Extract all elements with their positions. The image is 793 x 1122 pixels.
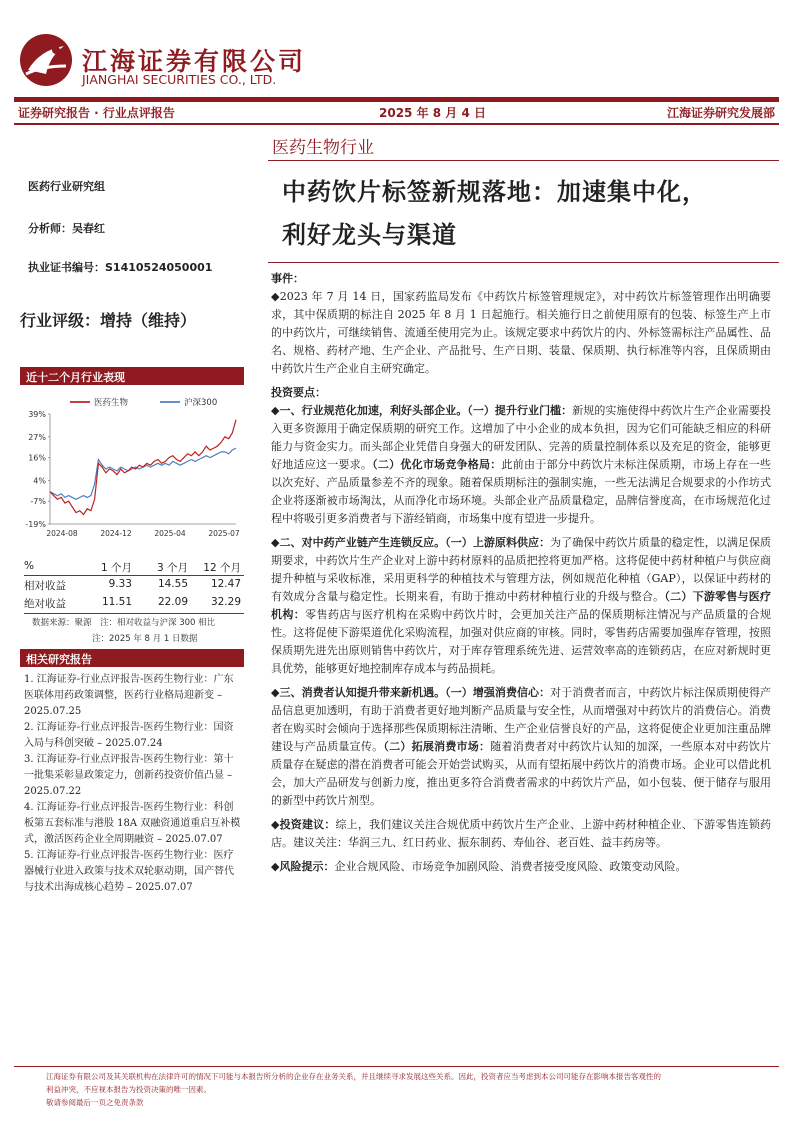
report-type: 证券研究报告 · 行业点评报告 xyxy=(18,106,175,120)
brand-name-cn: 江海证券有限公司 xyxy=(82,47,307,76)
table-header: 1 个月 xyxy=(100,562,132,574)
risk-lead: ◆风险提示： xyxy=(271,860,335,873)
disclaimer-link[interactable]: 敬请参阅最后一页之免责条款 xyxy=(46,1098,144,1107)
department: 江海证券研究发展部 xyxy=(666,106,775,120)
row-label: 相对收益 xyxy=(24,580,66,592)
table-header-row xyxy=(24,558,244,576)
brand-name-en: JIANGHAI SECURITIES CO., LTD. xyxy=(82,72,277,87)
report-link[interactable]: 5. 江海证券-行业点评报告-医药生物行业：医疗器械行业进入政策与技术双轮驱动期，国产替代与技术出海成核心趋势 – 2025.07.07 xyxy=(24,850,234,893)
y-tick-label: -19% xyxy=(25,520,46,529)
title-line: 利好龙头与渠道 xyxy=(282,220,457,249)
header-bar-top xyxy=(14,97,779,102)
disclaimer-line: 利益冲突，不应视本报告为投资决策的唯一因素。 xyxy=(46,1085,211,1094)
point-text: 零售药店与医疗机构在采购中药饮片时，会更加关注产品的保质期标注情况与产品质量的合规性。这将促使下游渠道优化采购流程，加强对供应商的审核。同时，零售药店需要加强库存管理，按照保质期先进先出原则销售中药饮片，对于库存管理系统先进、运营效率高的连锁药店，在应对新规时更具优势，能够更好地控制库存成本与药品损耗。 xyxy=(271,608,772,675)
legend-label: 沪深300 xyxy=(184,398,218,408)
cert-number: 执业证书编号：S1410524050001 xyxy=(28,261,213,274)
table-cell: 32.29 xyxy=(210,596,241,608)
point-sub: （二）拓展消费市场： xyxy=(383,740,491,753)
table-cell: 11.51 xyxy=(101,596,132,608)
point-3 xyxy=(271,684,771,810)
x-tick-label: 2024-08 xyxy=(46,529,78,538)
table-cell: 14.55 xyxy=(157,578,188,590)
point-lead: ◆二、对中药产业链产生连锁反应。（一）上游原料供应： xyxy=(271,536,551,549)
source-note: 数据来源：聚源 注：相对收益与沪深 300 相比 xyxy=(32,618,216,628)
report-body xyxy=(271,270,771,882)
y-tick-label: 27% xyxy=(28,432,46,442)
date-note: 注：2025 年 8 月 1 日数据 xyxy=(92,634,198,644)
point-text: 此前由于部分中药饮片未标注保质期，市场上存在一些以次充好、产品质量参差不齐的现象。随着保质期标注的强制实施，一些无法满足合规要求的小作坊式企业将逐渐被市场淘汰，从而净化市场环境。头部企业产品质量稳定，品牌信誉度高，在市场规范化过程中将吸引更多消费者与下游经销商，市场集中度有望进一步提升。 xyxy=(271,458,772,525)
series-line xyxy=(50,448,236,499)
point-sub: （二）优化市场竞争格局： xyxy=(372,458,502,471)
table-header: 12 个月 xyxy=(203,562,241,574)
jianghai-logo-icon xyxy=(18,32,74,88)
legend-label: 医药生物 xyxy=(94,398,129,408)
event-heading: 事件： xyxy=(271,272,304,285)
industry-label: 医药生物行业 xyxy=(272,138,374,158)
point-lead: ◆三、消费者认知提升带来新机遇。（一）增强消费信心： xyxy=(271,686,551,699)
advice-text: 综上，我们建议关注合规优质中药饮片生产企业、上游中药材种植企业、下游零售连锁药店。建议关注：华润三九、红日药业、振东制药、寿仙谷、老百姓、益丰药房等。 xyxy=(271,818,772,849)
chart-heading: 近十二个月行业表现 xyxy=(20,367,244,385)
header-bar-bottom xyxy=(14,123,779,125)
point-text: 新规的实施使得中药饮片生产企业需要投入更多资源用于确定保质期的研究工作。这增加了中小企业的成本负担，因为它们可能缺乏相应的科研能力与资金实力。而头部企业凭借自身强大的研发团队、完善的质量控制体系以及充足的资金，能够更好地适应这一要求。 xyxy=(271,404,772,471)
row-label: 绝对收益 xyxy=(24,598,66,610)
footer-divider xyxy=(14,1066,779,1067)
point-lead: ◆一、行业规范化加速，利好头部企业。（一）提升行业门槛： xyxy=(271,404,573,417)
reports-heading: 相关研究报告 xyxy=(20,649,244,667)
report-link[interactable]: 2. 江海证券-行业点评报告-医药生物行业：国资入局与科创突破 – 2025.07.24 xyxy=(24,722,234,749)
table-row xyxy=(24,594,244,612)
series-line xyxy=(50,420,236,515)
disclaimer-line: 江海证券有限公司及其关联机构在法律许可的情况下可能与本报告所分析的企业存在业务关系，并且继续寻求发展这些关系。因此，投资者应当考虑到本公司可能存在影响本报告客观性的 xyxy=(46,1072,661,1081)
table-divider xyxy=(24,613,244,614)
table-row xyxy=(24,576,244,594)
table-cell: 12.47 xyxy=(210,578,241,590)
advice-lead: ◆投资建议： xyxy=(271,818,336,831)
point-sub: （二）下游零售与医疗机构： xyxy=(271,590,772,621)
table-header: % xyxy=(24,560,34,572)
points-heading: 投资要点： xyxy=(271,386,326,399)
report-title xyxy=(282,170,779,256)
y-tick-label: 39% xyxy=(28,410,46,419)
report-date: 2025 年 8 月 4 日 xyxy=(379,106,486,120)
risk-text: 企业合规风险、市场竞争加剧风险、消费者接受度风险、政策变动风险。 xyxy=(334,860,687,873)
report-link[interactable]: 3. 江海证券-行业点评报告-医药生物行业：第十一批集采彰显政策定力，创新药投资价值凸显 – 2025.07.22 xyxy=(24,754,234,797)
x-tick-label: 2025-04 xyxy=(154,529,186,538)
report-link[interactable]: 1. 江海证券-行业点评报告-医药生物行业：广东医联体用药政策调整，医药行业格局迎新变 – 2025.07.25 xyxy=(24,674,234,717)
point-1 xyxy=(271,402,771,528)
divider xyxy=(268,160,779,161)
y-tick-label: 16% xyxy=(28,453,46,463)
y-tick-label: 4% xyxy=(33,476,46,486)
x-tick-label: 2025-07 xyxy=(208,529,240,538)
event-paragraph: ◆2023 年 7 月 14 日，国家药监局发布《中药饮片标签管理规定》，对中药饮片标签管理作出明确要求，其中保质期的标注自 2025 年 8 月 1 日起施行。相关施行日之前使用原有的包装、标签生产上市的中药饮片，可继续销售、流通至使用完为止。该规定要求中药饮片的内、外标签需标注产品属性、品名、规格、药材产地、生产企业、产品批号、生产日期、装量、保质期、执行标准等内容，且保质期由中药饮片生产企业自主研究确定。 xyxy=(271,290,771,375)
risk-warning xyxy=(271,858,771,876)
research-group: 医药行业研究组 xyxy=(28,180,105,193)
header-row xyxy=(14,104,779,121)
performance-table xyxy=(24,558,244,612)
point-text: 为了确保中药饮片质量的稳定性，以满足保质期要求，中药饮片生产企业对上游中药材原料的品质把控将更加严格。这将促使中药材种植户与供应商提升种植与采收标准，采用更科学的种植技术与管理方法，例如规范化种植（GAP），以保证中药材的有效成分含量与稳定性。长期来看，有助于推动中药材种植行业的升级与整合。 xyxy=(271,536,771,603)
related-reports-list xyxy=(24,672,242,896)
divider xyxy=(268,262,779,263)
analyst: 分析师：吴春红 xyxy=(28,222,105,235)
table-cell: 22.09 xyxy=(157,596,188,608)
point-text: 随着消费者对中药饮片认知的加深，一些原本对中药饮片质量存在疑虑的潜在消费者可能会开始尝试购买，从而有望拓展中药饮片的消费市场。企业可以借此机会，加大产品研发与创新力度，推出更多符合消费者需求的中药饮片产品，如小包装、便于储存与服用的新型中药饮片剂型。 xyxy=(271,740,772,807)
y-tick-label: -7% xyxy=(30,497,46,507)
table-cell: 9.33 xyxy=(108,578,132,590)
table-header: 3 个月 xyxy=(156,562,188,574)
performance-chart xyxy=(20,392,244,544)
disclaimer xyxy=(46,1070,778,1109)
industry-rating: 行业评级：增持（维持） xyxy=(20,311,197,330)
x-tick-label: 2024-12 xyxy=(100,529,132,538)
investment-advice xyxy=(271,816,771,852)
title-line: 中药饮片标签新规落地：加速集中化， xyxy=(282,177,707,206)
point-text: 对于消费者而言，中药饮片标注保质期使得产品信息更加透明，有助于消费者更好地判断产品质量与安全性，从而增强对中药饮片的消费信心。消费者在购买时会倾向于选择那些保质期标注清晰、生产企业信誉良好的产品，这将促使企业更加注重品牌建设与产品质量宣传。 xyxy=(271,686,771,753)
report-link[interactable]: 4. 江海证券-行业点评报告-医药生物行业：科创板第五套标准与港股 18A 双融资通道重启互补模式，激活医药企业全周期融资 – 2025.07.07 xyxy=(24,802,241,845)
point-2 xyxy=(271,534,771,678)
